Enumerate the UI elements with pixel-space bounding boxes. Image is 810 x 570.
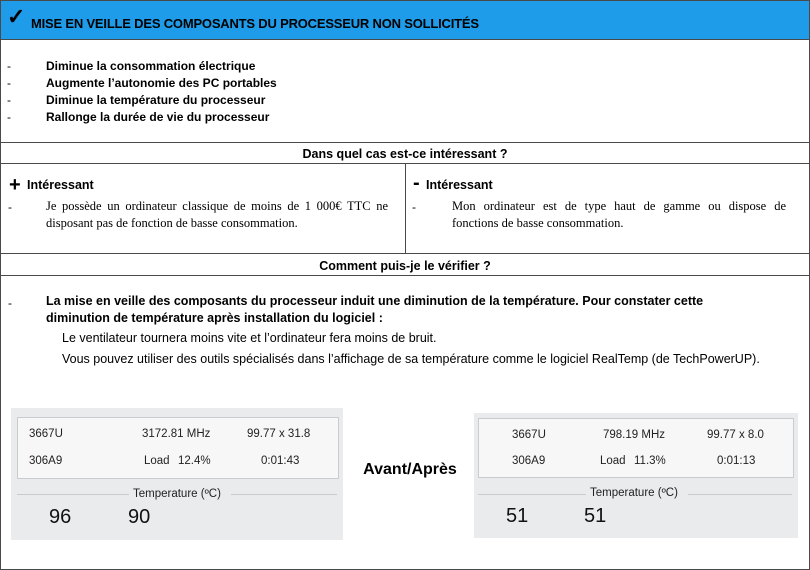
- plus-column-title: Intéressant: [27, 178, 94, 192]
- cpu-model: 306A9: [29, 455, 63, 467]
- list-bullet: -: [7, 110, 11, 124]
- group-line: [17, 494, 129, 495]
- list-item: Diminue la consommation électrique: [46, 59, 256, 73]
- plus-icon: +: [9, 174, 21, 196]
- minus-icon: -: [413, 172, 420, 194]
- cpu-frequency: 798.19 MHz: [603, 429, 666, 441]
- verify-line-tool: Vous pouvez utiliser des outils spécialisés dans l’affichage de sa température comme le logiciel RealTemp (de TechPowerUP).: [62, 352, 760, 366]
- cpu-multiplier: 99.77 x 31.8: [247, 428, 311, 440]
- list-bullet: -: [7, 76, 11, 90]
- list-item: Diminue la température du processeur: [46, 93, 266, 107]
- screenshot-before: [11, 408, 343, 540]
- elapsed-time: 0:01:43: [261, 455, 300, 467]
- cpu-info-panel: [478, 418, 794, 478]
- cpu-multiplier: 99.77 x 8.0: [707, 429, 764, 441]
- section-title-cases: Dans quel cas est-ce intéressant ?: [302, 147, 508, 161]
- list-bullet: -: [8, 296, 12, 310]
- plus-column-text: Je possède un ordinateur classique de moins de 1 000€ TTC ne disposant pas de fonction de basse consommation.: [46, 199, 388, 230]
- list-bullet: -: [8, 200, 12, 214]
- group-line: [478, 494, 586, 495]
- temperature-core2: 51: [584, 505, 607, 527]
- cpu-id: 3667U: [512, 429, 546, 441]
- temperature-core1: 51: [506, 505, 529, 527]
- column-divider: [405, 163, 406, 253]
- load-value: 12.4%: [178, 455, 211, 467]
- temperature-label: Temperature (ºC): [590, 487, 678, 499]
- temperature-core2: 90: [128, 506, 151, 528]
- cpu-model: 306A9: [512, 455, 546, 467]
- load-label: Load: [144, 455, 170, 467]
- load-value: 11.3%: [634, 455, 666, 467]
- divider: [1, 142, 809, 143]
- minus-column-text: Mon ordinateur est de type haut de gamme ou dispose de fonctions de basse consommation.: [452, 199, 786, 230]
- group-line: [231, 494, 337, 495]
- verify-lead: La mise en veille des composants du processeur induit une diminution de la température. Pour constater cette diminution de température après installation du logiciel :: [46, 294, 704, 325]
- screenshot-after: [474, 413, 798, 538]
- list-item: Augmente l’autonomie des PC portables: [46, 76, 277, 90]
- group-line: [688, 494, 792, 495]
- minus-column-title: Intéressant: [426, 178, 493, 192]
- list-bullet: -: [7, 59, 11, 73]
- page-title: MISE EN VEILLE DES COMPOSANTS DU PROCESSEUR NON SOLLICITÉS: [31, 16, 479, 31]
- cpu-id: 3667U: [29, 428, 63, 440]
- cpu-frequency: 3172.81 MHz: [142, 428, 211, 440]
- divider: [1, 275, 809, 276]
- temperature-core1: 96: [49, 506, 72, 528]
- divider: [1, 253, 809, 254]
- list-item: Rallonge la durée de vie du processeur: [46, 110, 270, 124]
- elapsed-time: 0:01:13: [717, 455, 756, 467]
- comparison-label: Avant/Après: [363, 461, 457, 478]
- list-bullet: -: [7, 93, 11, 107]
- section-title-verify: Comment puis-je le vérifier ?: [319, 259, 491, 273]
- verify-line-fan: Le ventilateur tournera moins vite et l’ordinateur fera moins de bruit.: [62, 331, 437, 345]
- header-bar: [1, 1, 809, 40]
- check-icon: ✓: [7, 4, 26, 29]
- load-label: Load: [600, 455, 626, 467]
- cpu-info-panel: [17, 417, 339, 479]
- list-bullet: -: [412, 200, 416, 214]
- temperature-label: Temperature (ºC): [133, 488, 221, 500]
